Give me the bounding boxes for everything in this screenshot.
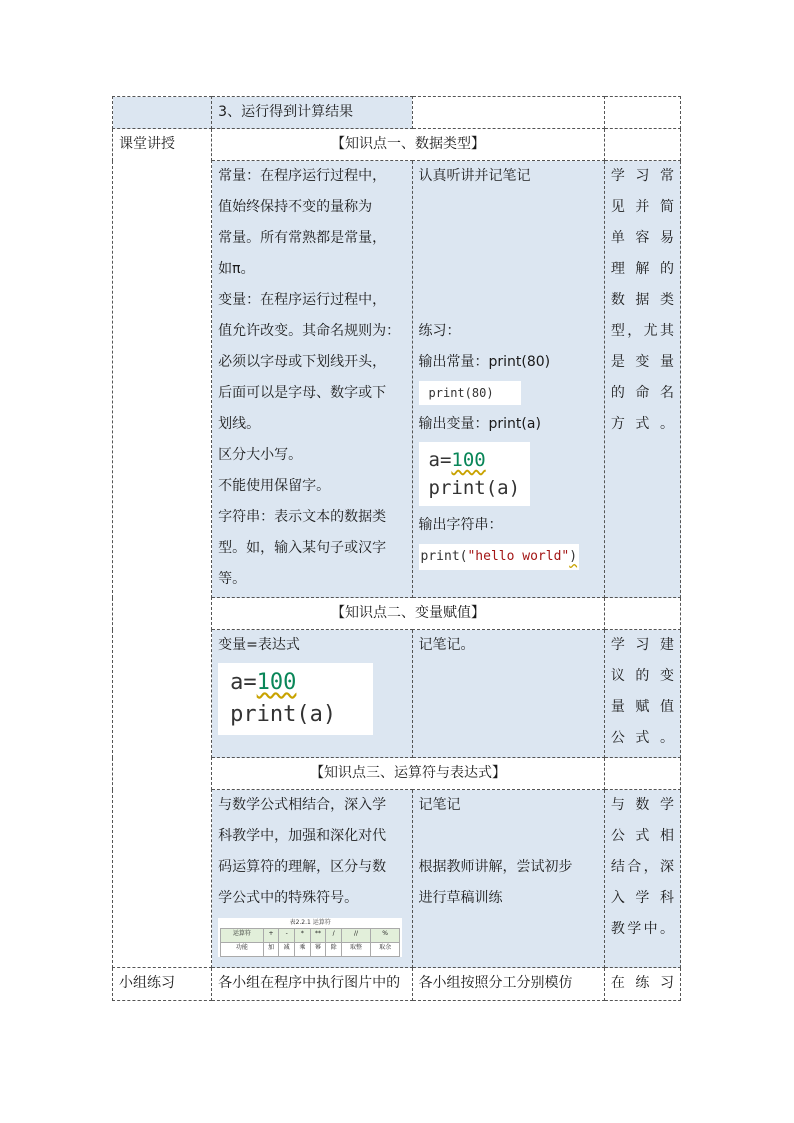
code-assignment-example: a=100 print(a) bbox=[218, 663, 373, 735]
operator-table bbox=[220, 928, 400, 957]
section-header-3: 【知识点三、运算符与表达式】 bbox=[212, 758, 605, 790]
group-activity-text: 各小组按照分工分别模仿 bbox=[412, 968, 604, 1001]
table-row: 运算符 + - * ** / // % bbox=[221, 929, 400, 943]
lesson-plan-table bbox=[112, 96, 681, 1001]
table-row: 功能 加 减 乘 幂 除 取整 取余 bbox=[221, 943, 400, 957]
group-intent-text: 在练习 bbox=[604, 968, 680, 1001]
student-activity-2: 记笔记。 bbox=[412, 630, 604, 758]
code-hello-world: print("hello world") bbox=[419, 544, 580, 570]
table-row-top bbox=[113, 97, 681, 129]
student-activity-3: 记笔记 根据教师讲解，尝试初步 进行草稿训练 bbox=[412, 790, 604, 968]
design-intent-2: 学习建 议的变 量赋值 公式。 bbox=[604, 630, 680, 758]
stage-label-group-practice: 小组练习 bbox=[113, 968, 212, 1001]
output-constant-text: 输出常量：print(80) bbox=[418, 354, 551, 370]
operator-table-image: 表2.2.1 运算符 运算符 + - * ** / // % 功能 加 减 乘 幂 除 取整 取余 bbox=[218, 918, 402, 957]
cell-empty bbox=[604, 598, 680, 630]
table-row-bottom bbox=[113, 968, 681, 1001]
listen-note-text: 认真听讲并记笔记 bbox=[418, 168, 531, 184]
operator-explanation: 与数学公式相结合，深入学 科教学中，加强和深化对代 码运算符的理解，区分与数 学公式中的特殊符号。 表2.2.1 运算符 运算符 + - * ** / // % 功能 加 减 乘 幂 除 取整 取余 bbox=[212, 790, 412, 968]
code-print-80: print(80) bbox=[419, 381, 521, 405]
step-3-text: 3、运行得到计算结果 bbox=[212, 97, 412, 129]
assignment-explanation bbox=[212, 630, 412, 758]
student-activity-1 bbox=[412, 161, 604, 598]
design-intent-3: 与数学 公式相 结合，深 入学科 教学中。 bbox=[604, 790, 680, 968]
section-header-1: 【知识点一、数据类型】 bbox=[212, 129, 605, 161]
output-string-text: 输出字符串： bbox=[418, 517, 503, 533]
cell-empty bbox=[604, 758, 680, 790]
cell-empty bbox=[412, 97, 604, 129]
cell-empty bbox=[604, 97, 680, 129]
stage-label-lecture: 课堂讲授 bbox=[113, 129, 212, 968]
cell-empty bbox=[604, 129, 680, 161]
section-header-2: 【知识点二、变量赋值】 bbox=[212, 598, 605, 630]
assignment-formula: 变量=表达式 bbox=[218, 637, 300, 653]
output-variable-text: 输出变量：print(a) bbox=[418, 416, 541, 432]
table-row-section1-header bbox=[113, 129, 681, 161]
practice-label: 练习： bbox=[418, 323, 461, 339]
cell-empty bbox=[113, 97, 212, 129]
constant-variable-explanation: 常量：在程序运行过程中， 值始终保持不变的量称为 常量。所有常熟都是常量， 如π。 变量：在程序运行过程中， 值允许改变。其命名规则为： 必须以字母或下划线开头， 后面可以是字母、数字或下 划线。 区分大小写。 不能使用保留字。 字符串：表示文本的数据类 型。如，输入某句子或汉字 等。 bbox=[212, 161, 412, 598]
design-intent-1: 学习常 见并简 单容易 理解的 数据类 型，尤其 是变量 的命名 方式。 bbox=[604, 161, 680, 598]
code-variable-example: a=100 print(a) bbox=[419, 442, 531, 506]
group-practice-text: 各小组在程序中执行图片中的 bbox=[212, 968, 412, 1001]
